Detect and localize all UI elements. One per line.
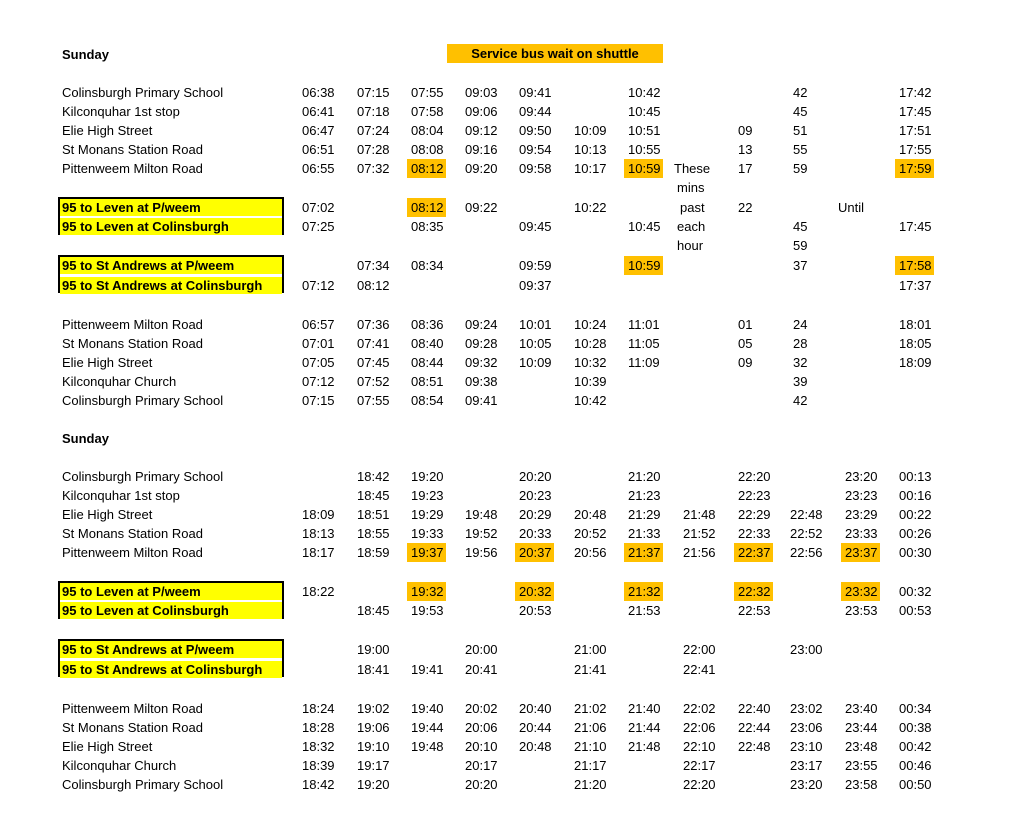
- time-cell: 19:20: [357, 777, 390, 792]
- time-cell: 23:55: [845, 758, 878, 773]
- stop-label: 95 to St Andrews at P/weem: [60, 641, 282, 658]
- time-cell: 39: [793, 374, 808, 389]
- time-cell: 22:33: [738, 526, 771, 541]
- time-cell: 09:58: [519, 161, 552, 176]
- time-cell: 22:40: [738, 701, 771, 716]
- time-cell: 07:28: [357, 142, 390, 157]
- time-cell: 23:29: [845, 507, 878, 522]
- time-cell: 10:09: [574, 123, 607, 138]
- stop-label: Elie High Street: [62, 507, 153, 522]
- time-cell: 09:59: [519, 258, 552, 273]
- time-cell: 22:48: [738, 739, 771, 754]
- time-cell: 22:41: [683, 662, 716, 677]
- time-cell: 08:54: [411, 393, 444, 408]
- time-cell: 09:38: [465, 374, 498, 389]
- time-cell: 22:29: [738, 507, 771, 522]
- note-mins: mins: [677, 180, 705, 195]
- time-cell: 17:45: [899, 104, 932, 119]
- time-cell: 21:10: [574, 739, 607, 754]
- time-cell: 37: [793, 258, 808, 273]
- time-cell: 23:00: [790, 642, 823, 657]
- time-cell: 59: [793, 238, 808, 253]
- time-cell: 18:09: [899, 355, 932, 370]
- time-cell: 11:09: [628, 355, 660, 370]
- time-cell: 07:18: [357, 104, 390, 119]
- time-cell: 11:01: [628, 317, 660, 332]
- time-cell: 08:40: [411, 336, 444, 351]
- time-cell: 20:41: [465, 662, 498, 677]
- time-cell: 22:02: [683, 701, 716, 716]
- time-cell: 00:42: [899, 739, 932, 754]
- time-cell: 22:10: [683, 739, 716, 754]
- time-cell: 21:20: [574, 777, 607, 792]
- time-cell: 20:20: [519, 469, 552, 484]
- stop-label: St Monans Station Road: [62, 336, 203, 351]
- time-cell: 09:24: [465, 317, 498, 332]
- time-cell: 10:55: [628, 142, 661, 157]
- time-cell: 20:56: [574, 545, 607, 560]
- time-cell: 18:51: [357, 507, 390, 522]
- stop-label: St Monans Station Road: [62, 526, 203, 541]
- time-cell: 18:01: [899, 317, 932, 332]
- time-cell: 09:20: [465, 161, 498, 176]
- time-cell: 19:17: [357, 758, 390, 773]
- time-cell-highlighted: 08:12: [407, 159, 446, 178]
- time-cell: 20:23: [519, 488, 552, 503]
- note-past: past: [680, 200, 705, 215]
- time-cell: 06:51: [302, 142, 335, 157]
- stop-label: Pittenweem Milton Road: [62, 545, 203, 560]
- time-cell-highlighted: 19:37: [407, 543, 446, 562]
- time-cell: 22:56: [790, 545, 823, 560]
- time-cell: 21:02: [574, 701, 607, 716]
- time-cell: 08:51: [411, 374, 444, 389]
- time-cell: 17:45: [899, 219, 932, 234]
- time-cell-highlighted: 10:59: [624, 256, 663, 275]
- time-cell: 18:17: [302, 545, 335, 560]
- time-cell: 28: [793, 336, 808, 351]
- time-cell: 20:10: [465, 739, 498, 754]
- time-cell-highlighted: 08:12: [407, 198, 446, 217]
- time-cell: 22:44: [738, 720, 771, 735]
- time-cell: 20:52: [574, 526, 607, 541]
- time-cell: 07:32: [357, 161, 390, 176]
- time-cell: 07:12: [302, 278, 335, 293]
- time-cell: 18:39: [302, 758, 335, 773]
- stop-label: 95 to Leven at Colinsburgh: [60, 218, 282, 235]
- time-cell: 07:55: [357, 393, 390, 408]
- time-cell-highlighted: 17:59: [895, 159, 934, 178]
- time-cell-highlighted: 17:58: [895, 256, 934, 275]
- time-cell: 55: [793, 142, 808, 157]
- time-cell: 21:48: [628, 739, 661, 754]
- time-cell: 18:13: [302, 526, 335, 541]
- time-cell: 09:32: [465, 355, 498, 370]
- time-cell: 22:52: [790, 526, 823, 541]
- time-cell: 07:02: [302, 200, 335, 215]
- time-cell: 08:04: [411, 123, 444, 138]
- time-cell: 17:42: [899, 85, 932, 100]
- time-cell: 21:20: [628, 469, 661, 484]
- time-cell: 21:17: [574, 758, 607, 773]
- time-cell: 19:10: [357, 739, 390, 754]
- time-cell: 20:29: [519, 507, 552, 522]
- time-cell: 18:05: [899, 336, 932, 351]
- time-cell: 13: [738, 142, 753, 157]
- section-header-2: Sunday: [62, 431, 109, 446]
- time-cell: 17:37: [899, 278, 932, 293]
- time-cell: 07:58: [411, 104, 444, 119]
- time-cell: 09:37: [519, 278, 552, 293]
- time-cell: 45: [793, 104, 808, 119]
- stop-label: St Monans Station Road: [62, 142, 203, 157]
- time-cell: 21:44: [628, 720, 661, 735]
- time-cell: 21:41: [574, 662, 607, 677]
- time-cell: 21:23: [628, 488, 661, 503]
- time-cell: 09:28: [465, 336, 498, 351]
- time-cell: 07:24: [357, 123, 390, 138]
- time-cell: 10:45: [628, 219, 661, 234]
- time-cell: 20:44: [519, 720, 552, 735]
- time-cell: 07:25: [302, 219, 335, 234]
- note-until: Until: [838, 200, 865, 215]
- time-cell-highlighted: 22:32: [734, 582, 773, 601]
- time-cell: 18:09: [302, 507, 335, 522]
- stop-label: Pittenweem Milton Road: [62, 317, 203, 332]
- time-cell: 18:59: [357, 545, 390, 560]
- note-each: each: [677, 219, 706, 234]
- time-cell: 18:22: [302, 584, 335, 599]
- stop-label: St Monans Station Road: [62, 720, 203, 735]
- stop-label: 95 to Leven at P/weem: [60, 199, 282, 216]
- time-cell: 19:33: [411, 526, 444, 541]
- time-cell: 11:05: [628, 336, 660, 351]
- time-cell: 20:33: [519, 526, 552, 541]
- time-cell: 32: [793, 355, 808, 370]
- time-cell: 21:06: [574, 720, 607, 735]
- time-cell: 08:35: [411, 219, 444, 234]
- time-cell: 09:45: [519, 219, 552, 234]
- time-cell: 00:22: [899, 507, 932, 522]
- time-cell: 23:06: [790, 720, 823, 735]
- time-cell: 10:01: [519, 317, 552, 332]
- stop-label: 95 to St Andrews at Colinsburgh: [60, 661, 282, 678]
- time-cell-highlighted: 19:32: [407, 582, 446, 601]
- stop-label: Pittenweem Milton Road: [62, 701, 203, 716]
- time-cell: 08:34: [411, 258, 444, 273]
- time-cell: 19:48: [465, 507, 498, 522]
- time-cell: 20:53: [519, 603, 552, 618]
- time-cell: 21:52: [683, 526, 716, 541]
- time-cell: 09:22: [465, 200, 498, 215]
- time-cell-highlighted: 23:37: [841, 543, 880, 562]
- service-bus-banner: Service bus wait on shuttle: [447, 44, 663, 63]
- time-cell: 24: [793, 317, 808, 332]
- time-cell: 08:44: [411, 355, 444, 370]
- time-cell: 00:26: [899, 526, 932, 541]
- time-cell: 09:41: [519, 85, 552, 100]
- time-cell: 19:00: [357, 642, 390, 657]
- time-cell: 19:29: [411, 507, 444, 522]
- time-cell: 09:44: [519, 104, 552, 119]
- note-these: These: [674, 161, 711, 176]
- time-cell: 23:02: [790, 701, 823, 716]
- time-cell: 18:55: [357, 526, 390, 541]
- time-cell: 05: [738, 336, 753, 351]
- time-cell: 07:05: [302, 355, 335, 370]
- time-cell: 42: [793, 85, 808, 100]
- time-cell-highlighted: 20:37: [515, 543, 554, 562]
- time-cell: 00:32: [899, 584, 932, 599]
- time-cell: 10:32: [574, 355, 607, 370]
- time-cell: 22: [738, 200, 753, 215]
- time-cell: 17:51: [899, 123, 932, 138]
- time-cell: 00:16: [899, 488, 932, 503]
- time-cell: 09:12: [465, 123, 498, 138]
- time-cell-highlighted: 20:32: [515, 582, 554, 601]
- time-cell: 00:34: [899, 701, 932, 716]
- time-cell: 20:40: [519, 701, 552, 716]
- time-cell: 10:28: [574, 336, 607, 351]
- time-cell: 20:48: [519, 739, 552, 754]
- time-cell: 09: [738, 355, 753, 370]
- time-cell: 10:05: [519, 336, 552, 351]
- time-cell: 06:41: [302, 104, 335, 119]
- time-cell: 21:33: [628, 526, 661, 541]
- time-cell: 19:53: [411, 603, 444, 618]
- time-cell: 00:38: [899, 720, 932, 735]
- stop-label: Colinsburgh Primary School: [62, 777, 224, 792]
- stop-label: Kilconquhar Church: [62, 374, 177, 389]
- time-cell-highlighted: 21:37: [624, 543, 663, 562]
- time-cell: 09: [738, 123, 753, 138]
- time-cell: 21:53: [628, 603, 661, 618]
- stop-label: 95 to St Andrews at P/weem: [60, 257, 282, 274]
- time-cell-highlighted: 22:37: [734, 543, 773, 562]
- time-cell: 07:45: [357, 355, 390, 370]
- time-cell: 00:13: [899, 469, 932, 484]
- time-cell: 10:51: [628, 123, 661, 138]
- time-cell: 20:17: [465, 758, 498, 773]
- time-cell: 18:42: [302, 777, 335, 792]
- time-cell: 00:46: [899, 758, 932, 773]
- time-cell: 19:52: [465, 526, 498, 541]
- time-cell-highlighted: 21:32: [624, 582, 663, 601]
- time-cell: 21:29: [628, 507, 661, 522]
- stop-label: 95 to Leven at Colinsburgh: [60, 602, 282, 619]
- time-cell: 22:53: [738, 603, 771, 618]
- time-cell: 20:20: [465, 777, 498, 792]
- time-cell: 23:17: [790, 758, 823, 773]
- time-cell: 07:34: [357, 258, 390, 273]
- time-cell: 23:20: [790, 777, 823, 792]
- time-cell: 10:42: [628, 85, 661, 100]
- stop-label: Colinsburgh Primary School: [62, 393, 224, 408]
- time-cell: 19:44: [411, 720, 444, 735]
- time-cell: 19:41: [411, 662, 444, 677]
- time-cell: 19:56: [465, 545, 498, 560]
- stop-label: Kilconquhar Church: [62, 758, 177, 773]
- time-cell: 06:55: [302, 161, 335, 176]
- time-cell: 07:12: [302, 374, 335, 389]
- time-cell: 09:06: [465, 104, 498, 119]
- time-cell: 10:22: [574, 200, 607, 215]
- section-header-1: Sunday: [62, 47, 109, 62]
- time-cell: 09:50: [519, 123, 552, 138]
- time-cell: 22:48: [790, 507, 823, 522]
- time-cell: 18:45: [357, 603, 390, 618]
- time-cell: 10:39: [574, 374, 607, 389]
- note-hour: hour: [677, 238, 704, 253]
- time-cell: 42: [793, 393, 808, 408]
- time-cell: 08:12: [357, 278, 390, 293]
- time-cell: 10:24: [574, 317, 607, 332]
- time-cell: 19:23: [411, 488, 444, 503]
- time-cell: 22:20: [683, 777, 716, 792]
- time-cell: 23:44: [845, 720, 878, 735]
- time-cell: 19:40: [411, 701, 444, 716]
- time-cell: 20:06: [465, 720, 498, 735]
- time-cell: 23:53: [845, 603, 878, 618]
- stop-label: Colinsburgh Primary School: [62, 85, 224, 100]
- stop-label: Elie High Street: [62, 739, 153, 754]
- time-cell: 23:10: [790, 739, 823, 754]
- time-cell: 09:41: [465, 393, 498, 408]
- time-cell: 23:40: [845, 701, 878, 716]
- stop-label: Kilconquhar 1st stop: [62, 104, 180, 119]
- time-cell: 20:48: [574, 507, 607, 522]
- time-cell: 19:48: [411, 739, 444, 754]
- time-cell: 07:41: [357, 336, 390, 351]
- time-cell: 06:38: [302, 85, 335, 100]
- time-cell: 00:53: [899, 603, 932, 618]
- time-cell: 18:32: [302, 739, 335, 754]
- stop-label: Elie High Street: [62, 355, 153, 370]
- time-cell: 06:47: [302, 123, 335, 138]
- time-cell: 09:54: [519, 142, 552, 157]
- time-cell: 10:45: [628, 104, 661, 119]
- time-cell: 07:52: [357, 374, 390, 389]
- time-cell: 10:17: [574, 161, 607, 176]
- time-cell: 01: [738, 317, 753, 332]
- time-cell: 59: [793, 161, 808, 176]
- time-cell: 21:00: [574, 642, 607, 657]
- time-cell: 22:20: [738, 469, 771, 484]
- time-cell: 22:06: [683, 720, 716, 735]
- time-cell: 06:57: [302, 317, 335, 332]
- stop-label: Kilconquhar 1st stop: [62, 488, 180, 503]
- time-cell: 08:08: [411, 142, 444, 157]
- time-cell: 17:55: [899, 142, 932, 157]
- time-cell-highlighted: 10:59: [624, 159, 663, 178]
- stop-label: Pittenweem Milton Road: [62, 161, 203, 176]
- time-cell: 23:20: [845, 469, 878, 484]
- time-cell: 18:45: [357, 488, 390, 503]
- time-cell: 18:42: [357, 469, 390, 484]
- time-cell: 19:06: [357, 720, 390, 735]
- time-cell: 20:02: [465, 701, 498, 716]
- time-cell-highlighted: 23:32: [841, 582, 880, 601]
- time-cell: 23:23: [845, 488, 878, 503]
- time-cell: 18:41: [357, 662, 390, 677]
- time-cell: 07:55: [411, 85, 444, 100]
- time-cell: 17: [738, 161, 753, 176]
- time-cell: 07:15: [302, 393, 335, 408]
- time-cell: 07:15: [357, 85, 390, 100]
- time-cell: 07:01: [302, 336, 335, 351]
- time-cell: 18:28: [302, 720, 335, 735]
- time-cell: 10:42: [574, 393, 607, 408]
- time-cell: 21:48: [683, 507, 716, 522]
- time-cell: 18:24: [302, 701, 335, 716]
- time-cell: 00:50: [899, 777, 932, 792]
- time-cell: 20:00: [465, 642, 498, 657]
- time-cell: 07:36: [357, 317, 390, 332]
- time-cell: 09:16: [465, 142, 498, 157]
- time-cell: 23:48: [845, 739, 878, 754]
- time-cell: 22:23: [738, 488, 771, 503]
- time-cell: 00:30: [899, 545, 932, 560]
- time-cell: 08:36: [411, 317, 444, 332]
- time-cell: 19:20: [411, 469, 444, 484]
- time-cell: 45: [793, 219, 808, 234]
- time-cell: 23:33: [845, 526, 878, 541]
- stop-label: Colinsburgh Primary School: [62, 469, 224, 484]
- time-cell: 19:02: [357, 701, 390, 716]
- stop-label: 95 to St Andrews at Colinsburgh: [60, 277, 282, 294]
- stop-label: Elie High Street: [62, 123, 153, 138]
- time-cell: 09:03: [465, 85, 498, 100]
- time-cell: 21:56: [683, 545, 716, 560]
- time-cell: 10:09: [519, 355, 552, 370]
- time-cell: 22:17: [683, 758, 716, 773]
- time-cell: 23:58: [845, 777, 878, 792]
- stop-label: 95 to Leven at P/weem: [60, 583, 282, 600]
- time-cell: 51: [793, 123, 808, 138]
- time-cell: 22:00: [683, 642, 716, 657]
- time-cell: 21:40: [628, 701, 661, 716]
- time-cell: 10:13: [574, 142, 607, 157]
